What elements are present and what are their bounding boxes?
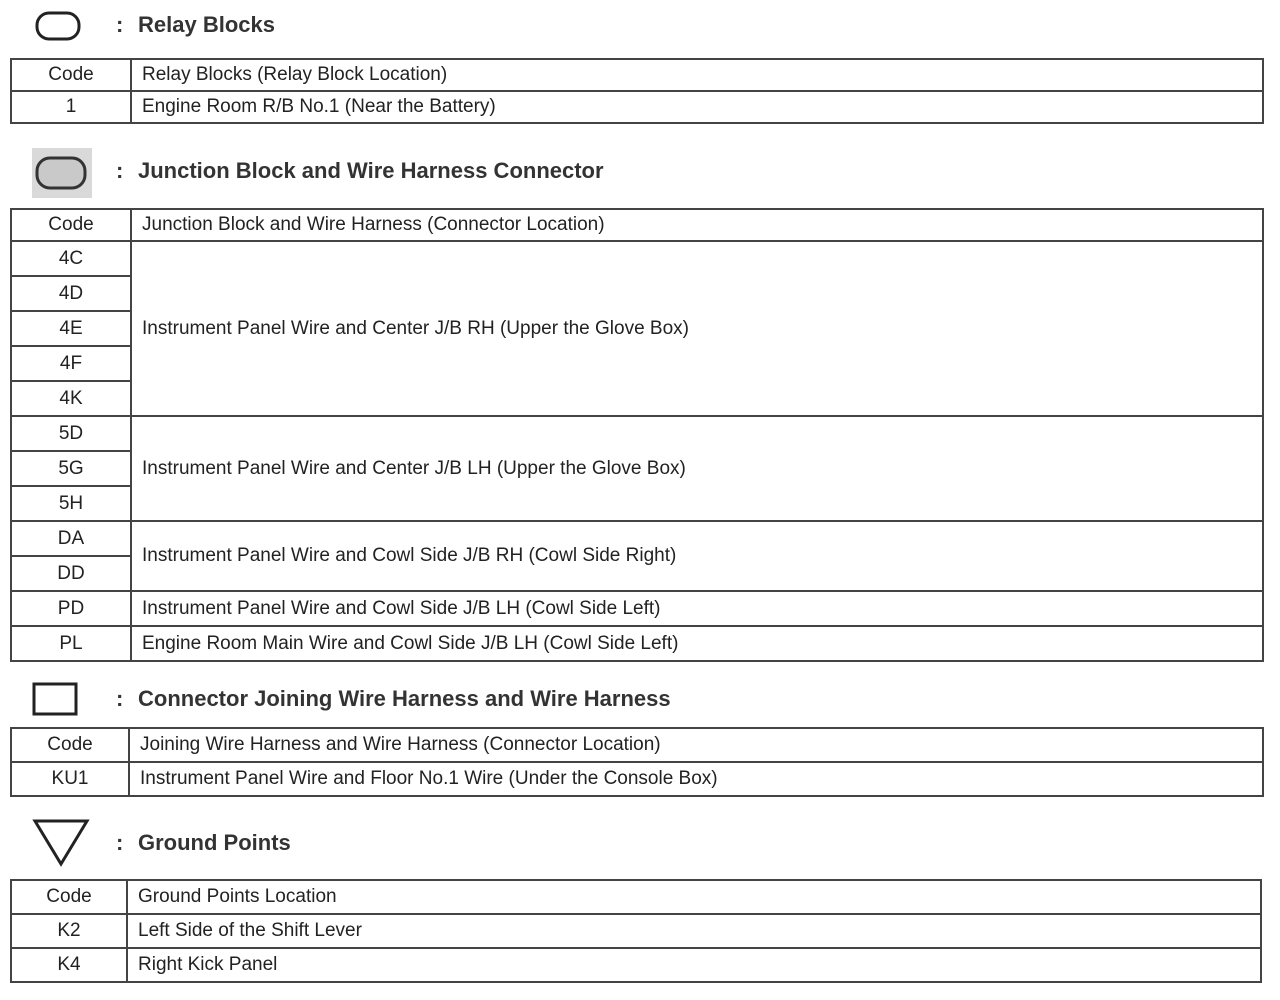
relay-block-symbol-icon bbox=[34, 10, 82, 42]
junction-code-cell: 4F bbox=[11, 346, 131, 381]
junction-code-cell: PD bbox=[11, 591, 131, 626]
connector-joining-heading bbox=[0, 678, 1280, 718]
junction-desc-header: Junction Block and Wire Harness (Connector Location) bbox=[131, 209, 1263, 241]
junction-block-heading bbox=[0, 152, 1280, 192]
junction-code-cell: 4D bbox=[11, 276, 131, 311]
connector-joining-colon: : bbox=[116, 686, 124, 711]
table-row bbox=[11, 948, 1261, 982]
junction-code-cell: 4E bbox=[11, 311, 131, 346]
connector-joining-title: Connector Joining Wire Harness and Wire Harness bbox=[138, 686, 671, 711]
junction-code-cell: DD bbox=[11, 556, 131, 591]
junction-header-row bbox=[11, 209, 1263, 241]
junction-code-cell: 5H bbox=[11, 486, 131, 521]
ground-points-table bbox=[10, 879, 1262, 983]
relay-blocks-header-row bbox=[11, 59, 1263, 91]
table-row bbox=[11, 521, 1263, 556]
table-row bbox=[11, 91, 1263, 123]
relay-blocks-colon: : bbox=[116, 12, 124, 37]
ground-code-header: Code bbox=[11, 880, 127, 914]
relay-desc-cell: Engine Room R/B No.1 (Near the Battery) bbox=[131, 91, 1263, 123]
connector-code-cell: KU1 bbox=[11, 762, 129, 796]
junction-code-cell: PL bbox=[11, 626, 131, 661]
junction-desc-cell: Instrument Panel Wire and Center J/B LH (Upper the Glove Box) bbox=[131, 416, 1263, 521]
junction-desc-cell: Engine Room Main Wire and Cowl Side J/B LH (Cowl Side Left) bbox=[131, 626, 1263, 661]
junction-code-cell: 5G bbox=[11, 451, 131, 486]
ground-code-cell: K4 bbox=[11, 948, 127, 982]
relay-code-cell: 1 bbox=[11, 91, 131, 123]
junction-block-table bbox=[10, 208, 1264, 662]
junction-code-cell: 5D bbox=[11, 416, 131, 451]
relay-blocks-table bbox=[10, 58, 1264, 124]
junction-block-symbol-icon bbox=[32, 148, 92, 198]
connector-desc-cell: Instrument Panel Wire and Floor No.1 Wire (Under the Console Box) bbox=[129, 762, 1263, 796]
connector-header-row bbox=[11, 728, 1263, 762]
ground-desc-header: Ground Points Location bbox=[127, 880, 1261, 914]
relay-blocks-code-header: Code bbox=[11, 59, 131, 91]
ground-points-heading bbox=[0, 820, 1280, 860]
junction-desc-cell: Instrument Panel Wire and Cowl Side J/B RH (Cowl Side Right) bbox=[131, 521, 1263, 591]
connector-code-header: Code bbox=[11, 728, 129, 762]
table-row bbox=[11, 914, 1261, 948]
junction-code-cell: 4C bbox=[11, 241, 131, 276]
connector-joining-table bbox=[10, 727, 1264, 797]
table-row bbox=[11, 241, 1263, 276]
ground-header-row bbox=[11, 880, 1261, 914]
table-row bbox=[11, 591, 1263, 626]
ground-points-title: Ground Points bbox=[138, 830, 291, 855]
connector-desc-header: Joining Wire Harness and Wire Harness (Connector Location) bbox=[129, 728, 1263, 762]
table-row bbox=[11, 416, 1263, 451]
relay-blocks-title: Relay Blocks bbox=[138, 12, 275, 37]
junction-code-cell: 4K bbox=[11, 381, 131, 416]
junction-code-cell: DA bbox=[11, 521, 131, 556]
connector-symbol-icon bbox=[32, 682, 78, 716]
table-row bbox=[11, 762, 1263, 796]
junction-desc-cell: Instrument Panel Wire and Center J/B RH (Upper the Glove Box) bbox=[131, 241, 1263, 416]
junction-desc-cell: Instrument Panel Wire and Cowl Side J/B LH (Cowl Side Left) bbox=[131, 591, 1263, 626]
relay-blocks-heading bbox=[0, 6, 1280, 46]
ground-points-colon: : bbox=[116, 830, 124, 855]
table-row bbox=[11, 626, 1263, 661]
relay-blocks-desc-header: Relay Blocks (Relay Block Location) bbox=[131, 59, 1263, 91]
junction-block-colon: : bbox=[116, 158, 124, 183]
ground-desc-cell: Left Side of the Shift Lever bbox=[127, 914, 1261, 948]
ground-code-cell: K2 bbox=[11, 914, 127, 948]
ground-point-triangle-icon bbox=[32, 818, 90, 868]
ground-desc-cell: Right Kick Panel bbox=[127, 948, 1261, 982]
junction-code-header: Code bbox=[11, 209, 131, 241]
junction-block-title: Junction Block and Wire Harness Connector bbox=[138, 158, 604, 183]
